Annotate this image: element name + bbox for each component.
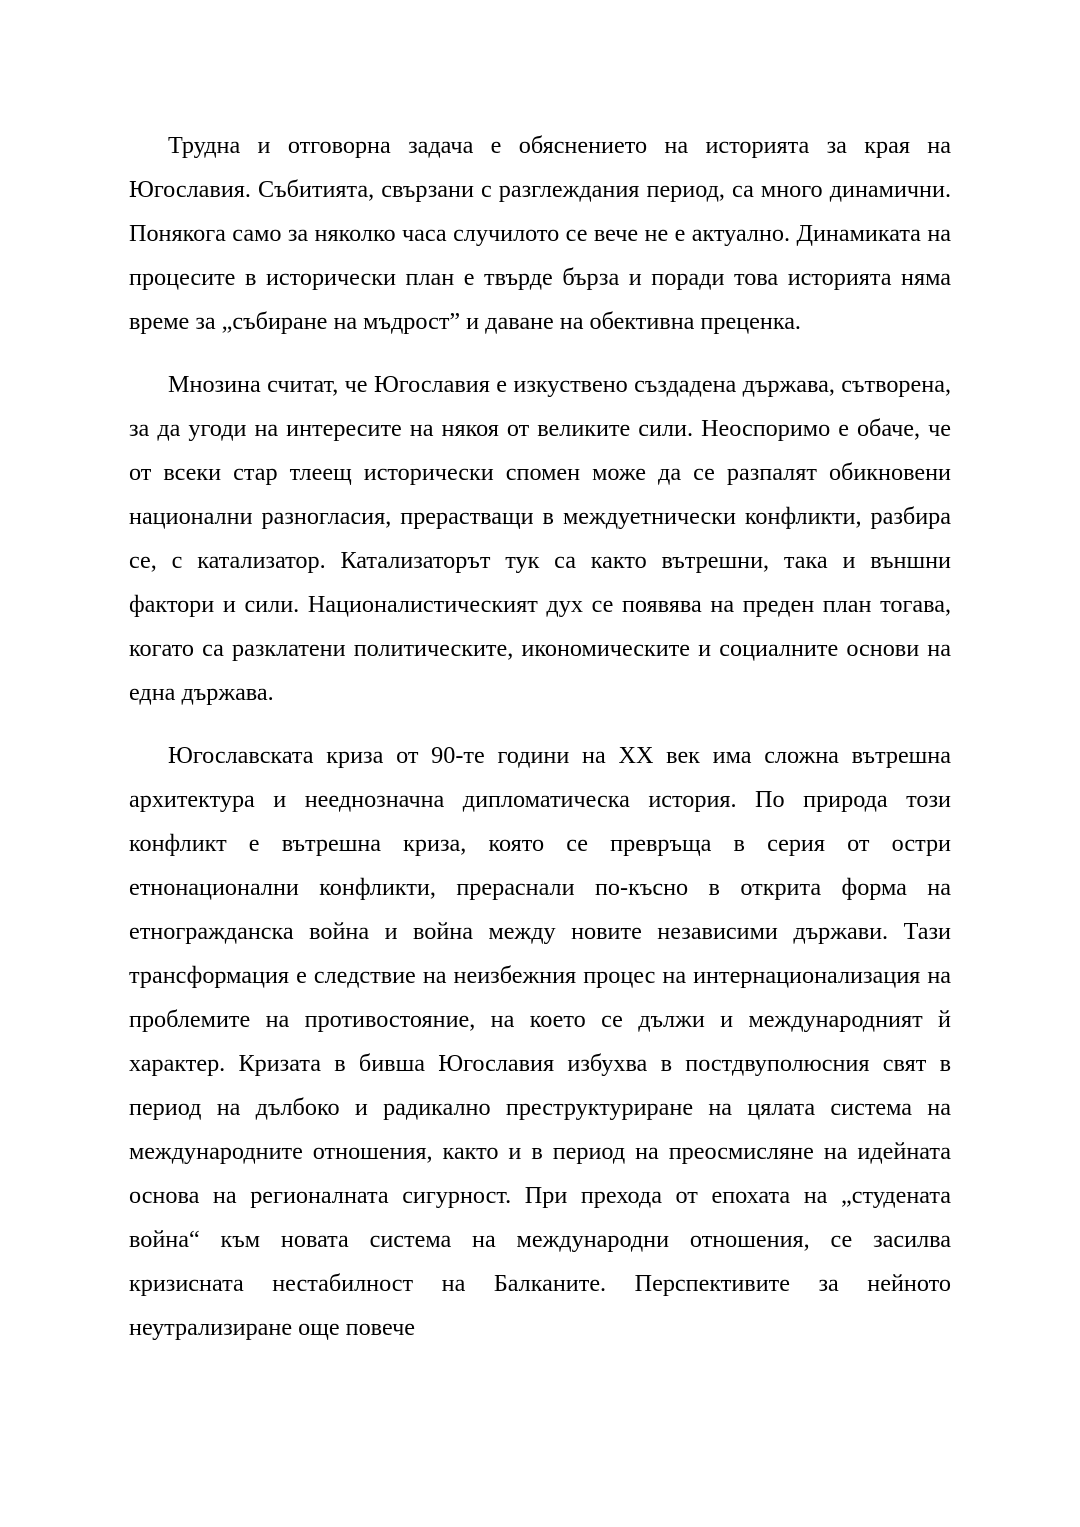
paragraph-3: Югославската криза от 90-те години на XX век има сложна вътрешна архитектура и нееднозначна дипломатическа история. По природа този конфликт е вътрешна криза, която се превръща в серия от остри етнонационални конфликти, прераснали по-късно в открита форма на етногражданска война и война между новите независими държави. Тази трансформация е следствие на неизбежния процес на интернационализация на проблемите на противостояние, на което се дължи и международният й характер. Кризата в бивша Югославия избухва в постдвуполюсния свят в период на дълбоко и радикално преструктуриране на цялата система на международните отношения, както и в период на преосмисляне на идейната основа на регионалната сигурност. При прехода от епохата на „студената война“ към новата система на международни отношения, се засилва кризисната нестабилност на Балканите. Перспективите за нейното неутрализиране още повече bbox=[129, 742, 951, 1341]
paragraph-2: Мнозина считат, че Югославия е изкуствено създадена държава, сътворена, за да угоди на интересите на някоя от великите сили. Неоспоримо е обаче, че от всеки стар тлеещ исторически спомен може да се разпалят обикновени национални разногласия, прерастващи в междуетнически конфликти, разбира се, с катализатор. Катализаторът тук са както вътрешни, така и външни фактори и сили. Националистическият дух се появява на преден план тогава, когато са разклатени политическите, икономическите и социалните основи на една държава. bbox=[129, 371, 951, 706]
paragraph-1: Трудна и отговорна задача е обяснението на историята за края на Югославия. Събитията, свързани с разглеждания период, са много динамични. Понякога само за няколко часа случилото се вече не е актуално. Динамиката на процесите в исторически план е твърде бърза и поради това историята няма време за „събиране на мъдрост” и даване на обективна преценка. bbox=[129, 132, 951, 335]
document-body bbox=[129, 124, 951, 1350]
